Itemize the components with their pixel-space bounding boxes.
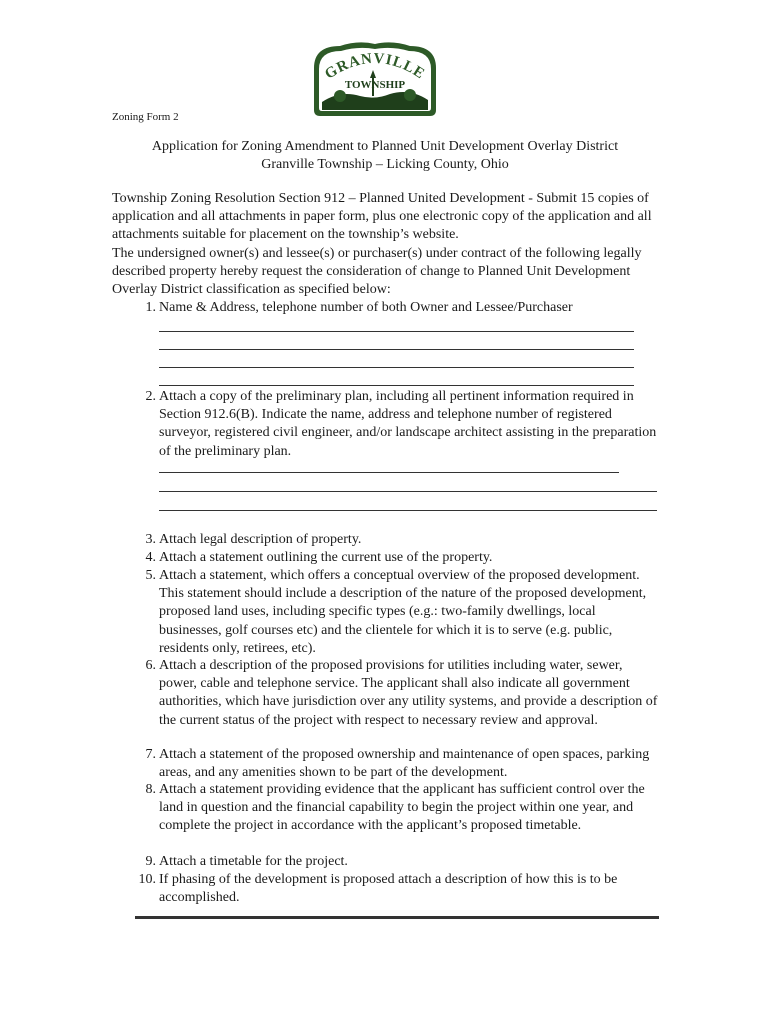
answer-line[interactable] <box>159 331 634 332</box>
answer-line[interactable] <box>159 491 657 492</box>
item-number: 5. <box>145 568 156 583</box>
answer-line[interactable] <box>159 472 619 473</box>
item-text: Attach a timetable for the project. <box>159 854 348 869</box>
form-label: Zoning Form 2 <box>112 111 179 123</box>
document-subtitle: Granville Township – Licking County, Ohio <box>261 157 509 172</box>
item-number: 9. <box>145 854 156 869</box>
item-text: Attach a statement providing evidence that the applicant has sufficient control over the land in question and the financial capability to begin the project within one year, and complete the project in accordance with the applicant’s proposed timetable. <box>159 782 645 834</box>
item-number: 6. <box>145 658 156 673</box>
answer-line[interactable] <box>159 349 634 350</box>
document-title: Application for Zoning Amendment to Planned Unit Development Overlay District <box>151 139 619 154</box>
logo-line2: TOWNSHIP <box>344 79 406 91</box>
item-text: If phasing of the development is proposed attach a description of how this is to be accomplished. <box>159 872 618 906</box>
item-text: Attach a description of the proposed provisions for utilities including water, sewer, power, cable and telephone service. The applicant shall also indicate all government authorities, which have jurisdiction over any utility systems, and provide a description of the current status of the project with respect to necessary review and approval. <box>159 658 658 728</box>
intro-text <box>112 190 652 299</box>
item-number: 4. <box>145 550 156 565</box>
granville-township-logo <box>300 40 450 120</box>
intro-paragraph-1: Township Zoning Resolution Section 912 – Planned United Development - Submit 15 copies of application and all attachments in paper form, plus one electronic copy of the application and all attachments suitable for placement on the township’s website. <box>112 191 652 243</box>
answer-line[interactable] <box>159 367 634 368</box>
item-text: Attach a statement outlining the current use of the property. <box>159 550 493 565</box>
item-text: Attach a statement of the proposed ownership and maintenance of open spaces, parking areas, and any amenities shown to be part of the development. <box>159 747 650 781</box>
item-text: Attach a statement, which offers a conceptual overview of the proposed development. This statement should include a description of the nature of the proposed development, proposed land uses, including specific types (e.g.: two-family dwellings, local businesses, golf courses etc) and the clientele for which it is to serve (e.g. public, residents only, retirees, etc). <box>159 568 647 656</box>
item-text: Attach legal description of property. <box>159 532 362 547</box>
bottom-divider <box>135 916 659 919</box>
item-number: 3. <box>145 532 156 547</box>
answer-line[interactable] <box>159 510 657 511</box>
answer-line[interactable] <box>159 385 634 386</box>
item-number: 1. <box>145 300 156 315</box>
item-number: 8. <box>145 782 156 797</box>
item-text: Name & Address, telephone number of both Owner and Lessee/Purchaser <box>159 300 573 315</box>
logo-line1: GRANVILLE <box>322 50 428 83</box>
item-number: 7. <box>145 747 156 762</box>
item-text: Attach a copy of the preliminary plan, including all pertinent information required in Section 912.6(B). Indicate the name, address and telephone number of registered surveyor, registered civil engineer, and/or landscape architect assisting in the preparation of the preliminary plan. <box>159 389 657 459</box>
item-number: 10. <box>138 872 156 887</box>
intro-paragraph-2: The undersigned owner(s) and lessee(s) or purchaser(s) under contract of the following legally described property hereby request the consideration of change to Planned Unit Development Overlay District classification as specified below: <box>112 245 642 298</box>
item-number: 2. <box>145 389 156 404</box>
